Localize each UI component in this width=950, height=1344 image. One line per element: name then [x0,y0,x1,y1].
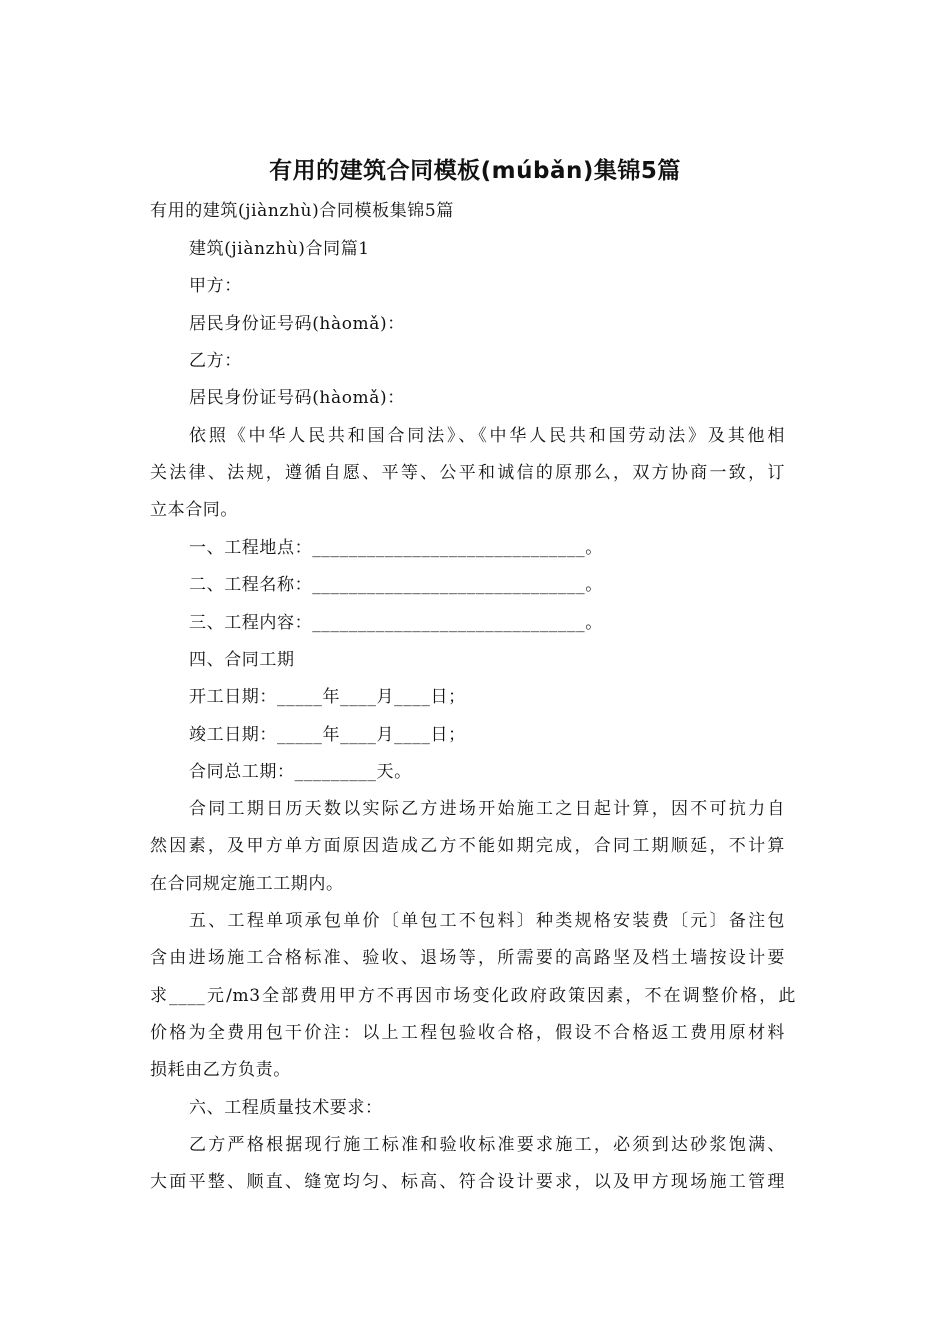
paragraph-line: 关法律、法规，遵循自愿、平等、公平和诚信的原那么，双方协商一致，订 [150,463,785,483]
paragraph-line: 大面平整、顺直、缝宽均匀、标高、符合设计要求，以及甲方现场施工管理 [150,1172,785,1192]
document-title: 有用的建筑合同模板(múbǎn)集锦5篇 [269,158,681,184]
party-b-id-label: 居民身份证号码(hàomǎ)： [189,388,405,408]
paragraph-line: 求____元/m3全部费用甲方不再因市场变化政府政策因素，不在调整价格，此 [150,986,796,1006]
paragraph-line: 然因素，及甲方单方面原因造成乙方不能如期完成，合同工期顺延，不计算 [150,836,785,856]
paragraph-line: 在合同规定施工工期内。 [150,874,344,894]
party-a-id-label: 居民身份证号码(hàomǎ)： [189,314,405,334]
paragraph-line: 含由进场施工合格标准、验收、退场等，所需要的高路坚及档土墙按设计要 [150,948,785,968]
party-b-label: 乙方： [189,351,242,371]
paragraph-line: 依照《中华人民共和国合同法》、《中华人民共和国劳动法》及其他相 [189,426,785,446]
section-heading: 建筑(jiànzhù)合同篇1 [189,239,370,259]
paragraph-line: 立本合同。 [150,500,238,520]
paragraph-line: 五、工程单项承包单价〔单包工不包料〕种类规格安装费〔元〕备注包 [189,911,785,931]
clause-line: 二、工程名称：______________________________。 [189,575,603,595]
clause-line: 开工日期：_____年____月____日； [189,687,466,707]
party-a-label: 甲方： [189,276,242,296]
paragraph-line: 乙方严格根据现行施工标准和验收标准要求施工，必须到达砂浆饱满、 [189,1135,785,1155]
clause-line: 一、工程地点：______________________________。 [189,538,603,558]
clause-line: 六、工程质量技术要求： [189,1098,383,1118]
paragraph-line: 合同工期日历天数以实际乙方进场开始施工之日起计算，因不可抗力自 [189,799,785,819]
subtitle-line: 有用的建筑(jiànzhù)合同模板集锦5篇 [150,201,454,221]
clause-line: 合同总工期：_________天。 [189,762,412,782]
clause-line: 三、工程内容：______________________________。 [189,613,603,633]
clause-line: 四、合同工期 [189,650,295,670]
clause-line: 竣工日期：_____年____月____日； [189,725,466,745]
paragraph-line: 价格为全费用包干价注：以上工程包验收合格，假设不合格返工费用原材料 [150,1023,785,1043]
paragraph-line: 损耗由乙方负责。 [150,1060,291,1080]
